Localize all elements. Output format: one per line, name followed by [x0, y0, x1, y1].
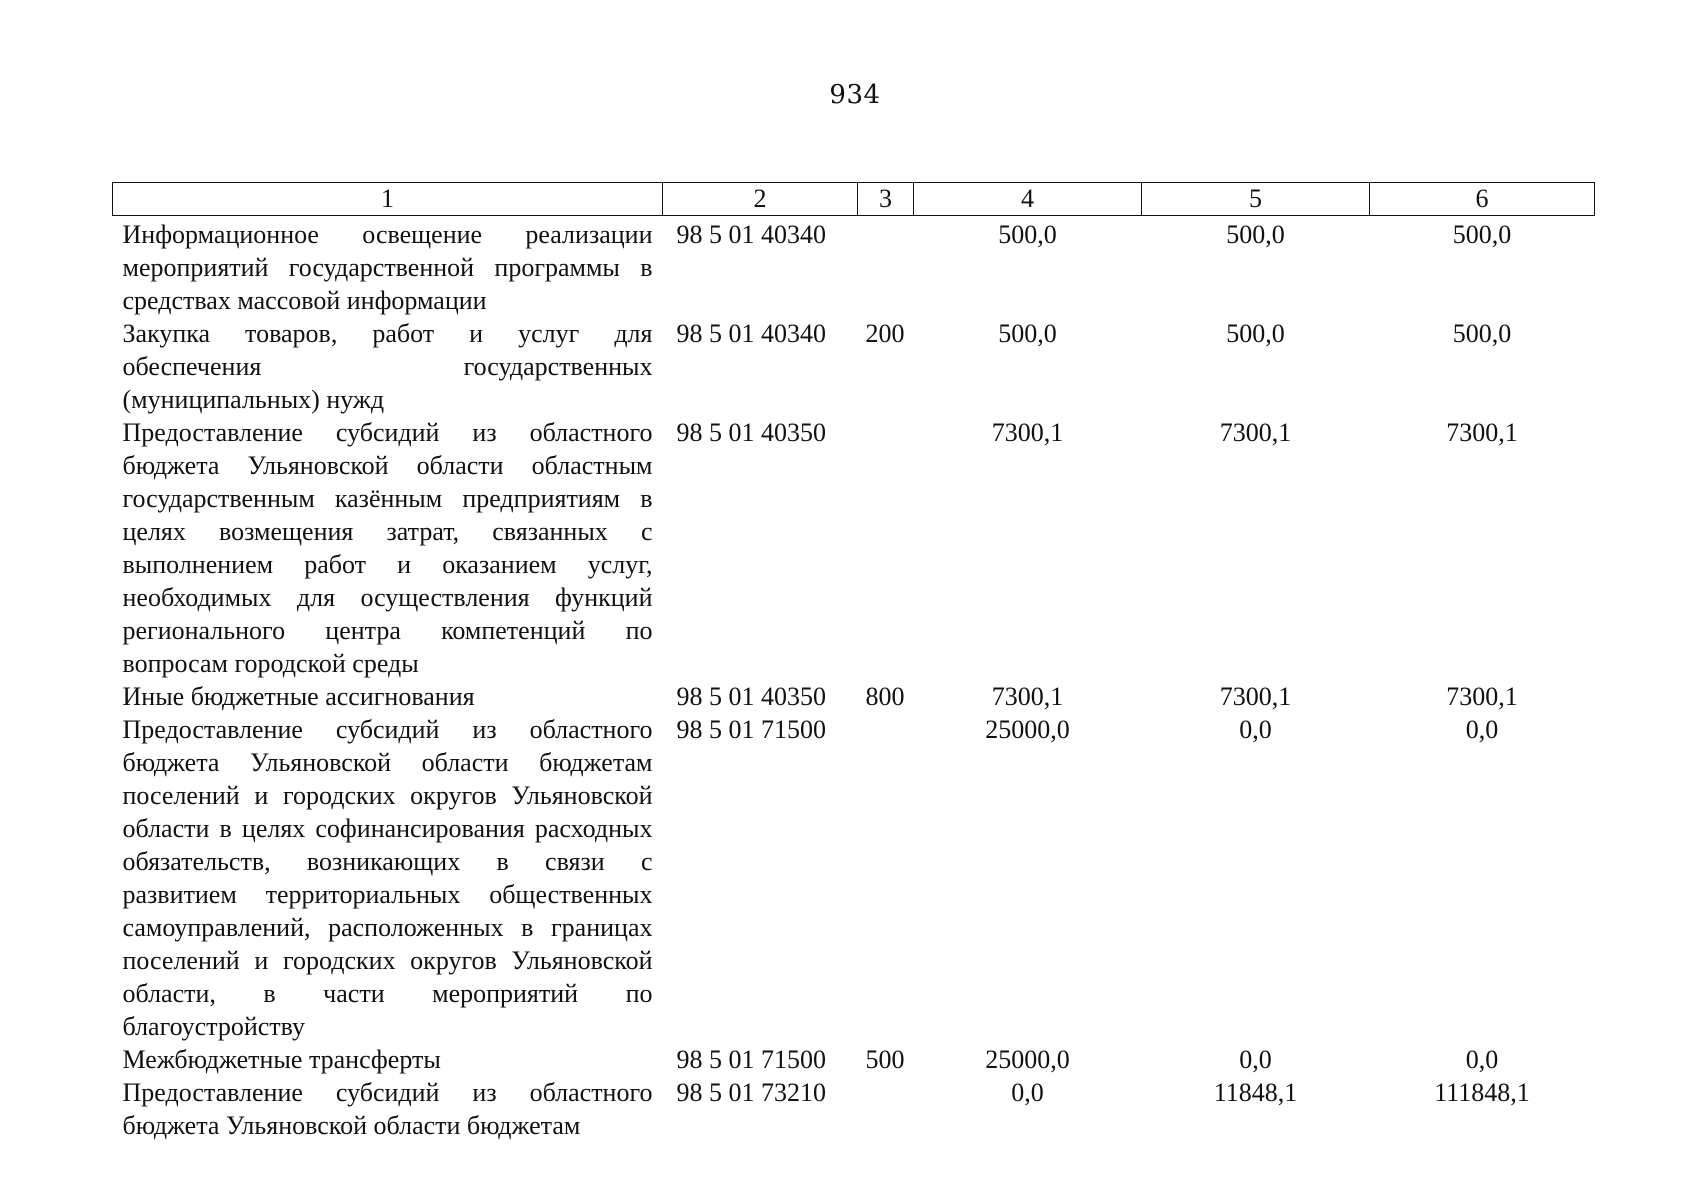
- row-code: 98 5 01 71500: [676, 1045, 826, 1074]
- header-col-4: 4: [914, 183, 1142, 216]
- row-value-6: 7300,1: [1446, 682, 1518, 711]
- row-type: [858, 218, 914, 317]
- row-code: 98 5 01 40350: [676, 682, 826, 711]
- row-value-6: 500,0: [1452, 319, 1512, 348]
- header-col-1: 1: [113, 183, 663, 216]
- table-row: [113, 317, 1595, 416]
- table-row: [113, 218, 1595, 317]
- row-type: 200: [865, 319, 905, 348]
- row-value-5: 7300,1: [1219, 418, 1292, 447]
- row-name: Иные бюджетные ассигнования: [122, 682, 475, 711]
- row-name: Предоставление субсидий из областного бюджета Ульяновской области областным государственным казённым предприятиям в целях возмещения затрат, связанных с выполнением работ и оказанием услуг, необходимых для осуществления функций регионального центра компетенций по вопросам городской среды: [122, 418, 653, 678]
- row-value-4: 500,0: [998, 319, 1057, 348]
- row-value-6: 500,0: [1452, 220, 1512, 249]
- row-name: Информационное освещение реализации мероприятий государственной программы в средствах массовой информации: [122, 220, 653, 315]
- row-value-6: 7300,1: [1446, 418, 1518, 447]
- row-code: 98 5 01 71500: [676, 715, 826, 744]
- header-col-3: 3: [858, 183, 914, 216]
- table-body: [113, 216, 1595, 1143]
- row-value-5: 7300,1: [1219, 682, 1292, 711]
- row-value-5: 0,0: [1239, 715, 1272, 744]
- budget-table: [112, 182, 1595, 1142]
- table-row: [113, 1043, 1595, 1076]
- row-name: Предоставление субсидий из областного бюджета Ульяновской области бюджетам поселений и городских округов Ульяновской области в целях софинансирования расходных обязательств, возникающих в связи с развитием территориальных общественных самоуправлений, расположенных в границах поселений и городских округов Ульяновской области, в части мероприятий по благоустройству: [122, 715, 653, 1041]
- page-number: 934: [829, 80, 881, 110]
- row-name: Закупка товаров, работ и услуг для обеспечения государственных (муниципальных) нужд: [122, 319, 653, 414]
- row-value-4: 7300,1: [991, 682, 1064, 711]
- header-col-6: 6: [1370, 183, 1595, 216]
- row-code: 98 5 01 73210: [676, 1078, 826, 1107]
- header-col-2: 2: [663, 183, 858, 216]
- row-name: Предоставление субсидий из областного бюджета Ульяновской области бюджетам: [122, 1078, 653, 1140]
- header-row: [113, 183, 1595, 216]
- row-value-4: 0,0: [1011, 1078, 1044, 1107]
- row-code: 98 5 01 40350: [676, 418, 826, 447]
- row-value-5: 500,0: [1226, 319, 1285, 348]
- row-value-6: 0,0: [1465, 715, 1499, 744]
- table-row: [113, 713, 1595, 1043]
- row-type: [858, 1076, 914, 1142]
- row-type: 500: [865, 1045, 905, 1074]
- row-value-4: 25000,0: [985, 715, 1070, 744]
- table-header: [113, 183, 1595, 216]
- row-code: 98 5 01 40340: [676, 220, 826, 249]
- row-type: 800: [865, 682, 905, 711]
- row-value-5: 0,0: [1239, 1045, 1272, 1074]
- table-row: [113, 680, 1595, 713]
- row-name: Межбюджетные трансферты: [122, 1045, 441, 1074]
- table-row: [113, 416, 1595, 680]
- row-value-4: 7300,1: [991, 418, 1064, 447]
- row-type: [858, 416, 914, 680]
- row-code: 98 5 01 40340: [676, 319, 826, 348]
- row-value-5: 500,0: [1226, 220, 1285, 249]
- table-row: [113, 1076, 1595, 1142]
- row-value-4: 500,0: [998, 220, 1057, 249]
- row-value-6: 111848,1: [1434, 1078, 1530, 1107]
- row-value-6: 0,0: [1465, 1045, 1499, 1074]
- header-col-5: 5: [1142, 183, 1370, 216]
- row-value-5: 11848,1: [1213, 1078, 1298, 1107]
- row-type: [858, 713, 914, 1043]
- row-value-4: 25000,0: [985, 1045, 1070, 1074]
